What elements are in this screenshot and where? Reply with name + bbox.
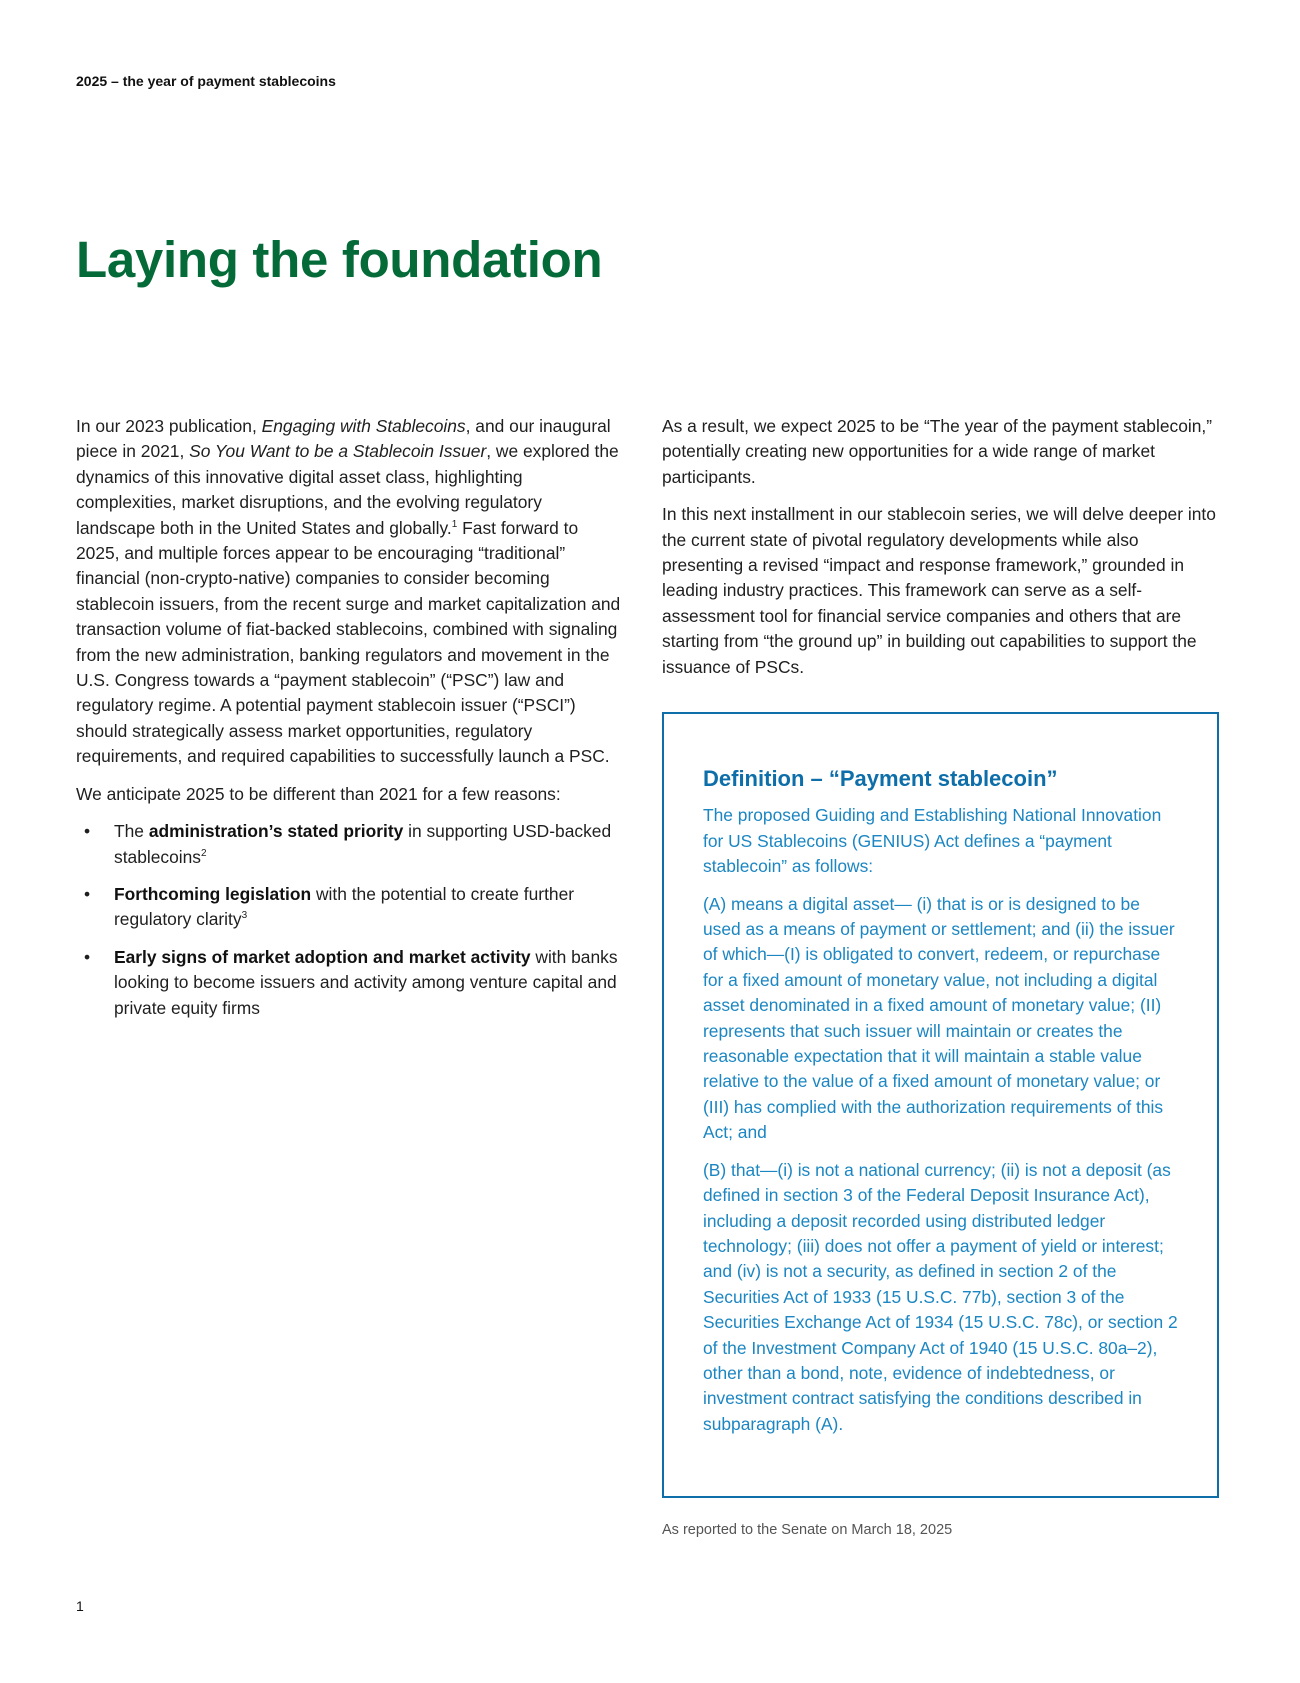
bullet-text: with banks looking to become issuers and activity among venture capital and private equity firms bbox=[114, 946, 618, 1018]
bullet-icon: • bbox=[84, 946, 91, 967]
right-column bbox=[662, 414, 1222, 692]
footnote-ref-3[interactable]: 3 bbox=[241, 910, 248, 922]
publication-title-2021: So You Want to be a Stablecoin Issuer bbox=[189, 441, 487, 462]
running-header: 2025 – the year of payment stablecoins bbox=[76, 73, 336, 89]
list-item bbox=[76, 819, 624, 870]
footnote-ref-1[interactable]: 1 bbox=[451, 518, 458, 530]
definition-clause-a: (A) means a digital asset— (i) that is or is designed to be used as a means of payment or settlement; and (ii) the issuer of which—(I) is obligated to convert, redeem, or repurchase for a fixed amount of monetary value, not including a digital asset denominated in a fixed amount of monetary value; (II) represents that such issuer will maintain or creates the reasonable expectation that it will maintain a stable value relative to the value of a fixed amount of monetary value; or (III) has complied with the authorization requirements of this Act; and bbox=[703, 893, 1175, 1143]
reasons-list bbox=[76, 819, 624, 1021]
intro-text-3: , we explored the dynamics of this innovative digital asset class, highlighting complexities, market disruptions, and the evolving regulatory landscape both in the United States and globally. bbox=[76, 441, 619, 538]
definition-intro: The proposed Guiding and Establishing National Innovation for US Stablecoins (GENIUS) Act defines a “payment stablecoin” as follows: bbox=[703, 805, 1162, 877]
list-item bbox=[76, 882, 624, 933]
page-title: Laying the foundation bbox=[76, 231, 603, 288]
result-paragraph: As a result, we expect 2025 to be “The year of the payment stablecoin,” potentially creating new opportunities for a wide range of market participants. bbox=[662, 416, 1213, 487]
bullet-text-lead: The bbox=[114, 821, 149, 842]
bullet-icon: • bbox=[84, 883, 91, 904]
publication-title-2023: Engaging with Stablecoins bbox=[261, 416, 466, 436]
intro-text-2: , and our inaugural piece in 2021, bbox=[76, 416, 611, 462]
bullet-icon: • bbox=[84, 821, 91, 842]
definition-box bbox=[662, 712, 1219, 1498]
page-number: 1 bbox=[76, 1598, 84, 1614]
source-note: As reported to the Senate on March 18, 2025 bbox=[662, 1522, 953, 1538]
bullet-bold-text: administration’s stated priority bbox=[148, 821, 404, 842]
anticipate-paragraph: We anticipate 2025 to be different than 2021 for a few reasons: bbox=[76, 783, 561, 804]
bullet-bold-text: Early signs of market adoption and market activity bbox=[114, 946, 531, 967]
list-item bbox=[76, 945, 624, 1021]
definition-clause-b: (B) that—(i) is not a national currency; (ii) is not a deposit (as defined in section 3 of the Federal Deposit Insurance Act), including a deposit recorded using distributed ledger technology; (iii) does not offer a payment of yield or interest; and (iv) is not a security, as defined in section 2 of the Securities Act of 1933 (15 U.S.C. 77b), section 3 of the Securities Exchange Act of 1934 (15 U.S.C. 78c), or section 2 of the Investment Company Act of 1940 (15 U.S.C. 80a–2), other than a bond, note, evidence of indebtedness, or investment contract satisfying the conditions described in subparagraph (A). bbox=[703, 1159, 1178, 1434]
left-column bbox=[76, 414, 624, 1033]
installment-paragraph: In this next installment in our stablecoin series, we will delve deeper into the current state of pivotal regulatory developments while also presenting a revised “impact and response framework,” grounded in leading industry practices. This framework can serve as a self-assessment tool for financial service companies and others that are starting from “the ground up” in building out capabilities to support the issuance of PSCs. bbox=[662, 504, 1216, 677]
bullet-text: in supporting USD-backed stablecoins bbox=[114, 821, 612, 867]
bullet-bold-text: Forthcoming legislation bbox=[114, 883, 312, 904]
intro-text-1: In our 2023 publication, bbox=[76, 416, 262, 436]
intro-text-4: Fast forward to 2025, and multiple forces appear to be encouraging “traditional” financial (non-crypto-native) companies to consider becoming stablecoin issuers, from the recent surge and market capitalization and transaction volume of fiat-backed stablecoins, combined with signaling from the new administration, banking regulators and movement in the U.S. Congress towards a “payment stablecoin” (“PSC”) law and regulatory regime. A potential payment stablecoin issuer (“PSCI”) should strategically assess market opportunities, regulatory requirements, and required capabilities to successfully launch a PSC. bbox=[76, 517, 621, 767]
intro-paragraph bbox=[76, 414, 624, 770]
bullet-text: with the potential to create further regulatory clarity bbox=[114, 883, 575, 930]
definition-title: Definition – “Payment stablecoin” bbox=[703, 766, 1058, 791]
footnote-ref-2[interactable]: 2 bbox=[201, 847, 207, 859]
